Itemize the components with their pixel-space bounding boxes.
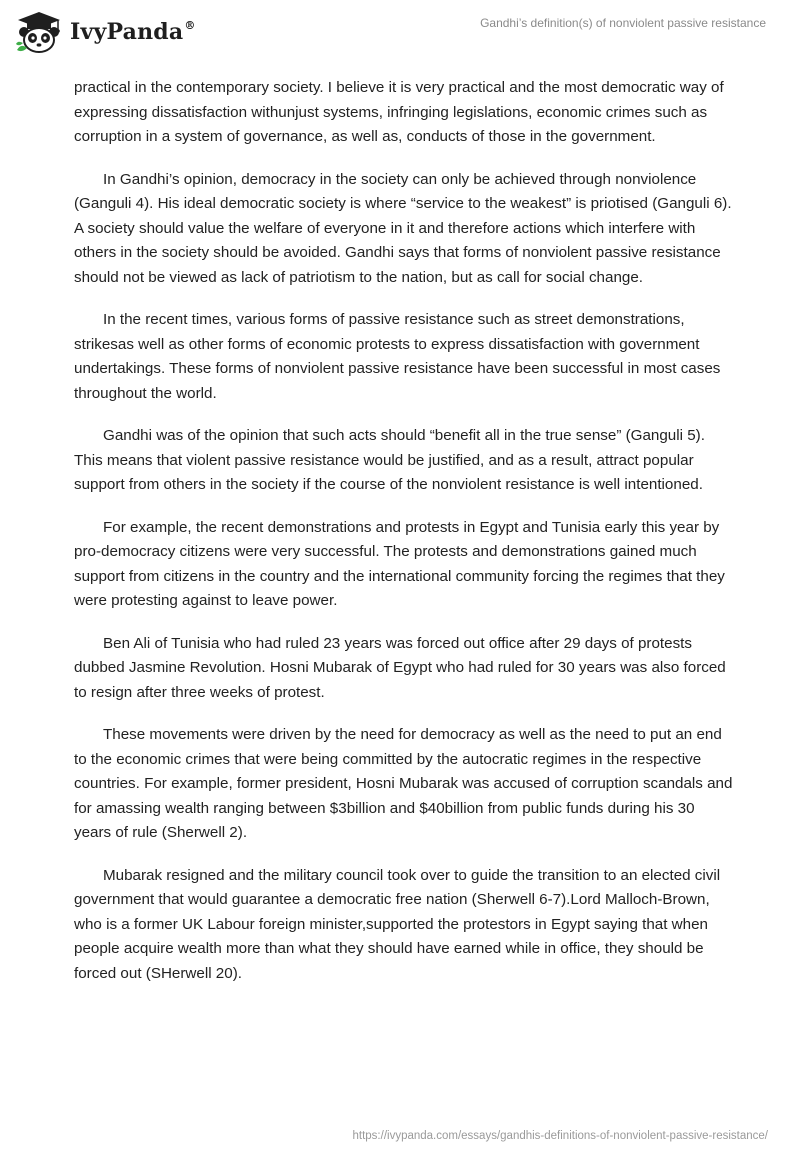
source-url-link[interactable]: https://ivypanda.com/essays/gandhis-definitions-of-nonviolent-passive-resistance/ [352,1130,768,1142]
page-header [0,0,800,60]
paragraph: Gandhi was of the opinion that such acts should “benefit all in the true sense” (Ganguli 5). This means that violent passive resistance would be justified, and as a result, attract popular support from others in the society if the course of the nonviolent resistance is well intentioned. [74,427,705,493]
paragraph: In Gandhi’s opinion, democracy in the society can only be achieved through nonviolence (Ganguli 4). His ideal democratic society is where “service to the weakest” is priotised (Ganguli 6). A society should value the welfare of everyone in it and therefore actions which interfere with others in the society should be avoided. Gandhi says that forms of nonviolent passive resistance should not be viewed as lack of patriotism to the nation, but as call for social change. [74,170,732,286]
paragraph: practical in the contemporary society. I believe it is very practical and the most democratic way of expressing dissatisfaction withunjust systems, infringing legislations, economic crimes such as corruption in a system of governance, as well as, conducts of those in the government. [74,79,724,145]
paragraph: For example, the recent demonstrations and protests in Egypt and Tunisia early this year by pro-democracy citizens were very successful. The protests and demonstrations gained much support from citizens in the country and the international community forcing the regimes that they were protesting against to leave power. [74,518,725,609]
document-title: Gandhi’s definition(s) of nonviolent passive resistance [480,16,766,30]
paragraph: In the recent times, various forms of passive resistance such as street demonstrations, strikesas well as other forms of economic protests to express dissatisfaction with government undertakings. These forms of nonviolent passive resistance have been successful in most cases throughout the world. [74,311,721,402]
paragraph: Mubarak resigned and the military council took over to guide the transition to an elected civil government that would guarantee a democratic free nation (Sherwell 6-7).Lord Malloch-Brown, who is a former UK Labour foreign minister,supported the protestors in Egypt saying that when people acquire wealth more than what they should have earned while in office, they should be forced out (SHerwell 20). [74,866,721,982]
panda-graduate-icon [14,10,64,54]
essay-body [74,76,734,1004]
paragraph: Ben Ali of Tunisia who had ruled 23 years was forced out office after 29 days of protests dubbed Jasmine Revolution. Hosni Mubarak of Egypt who had ruled for 30 years was also forced to resign after three weeks of protest. [74,634,726,701]
brand-name: IvyPanda® [70,19,196,45]
ivypanda-logo[interactable] [14,10,196,54]
paragraph: These movements were driven by the need for democracy as well as the need to put an end to the economic crimes that were being committed by the autocratic regimes in the respective countries. For example, former president, Hosni Mubarak was accused of corruption scandals and for amassing wealth ranging between $3billion and $40billion from public funds during his 30 years of rule (Sherwell 2). [74,726,733,841]
registered-mark: ® [184,19,196,32]
